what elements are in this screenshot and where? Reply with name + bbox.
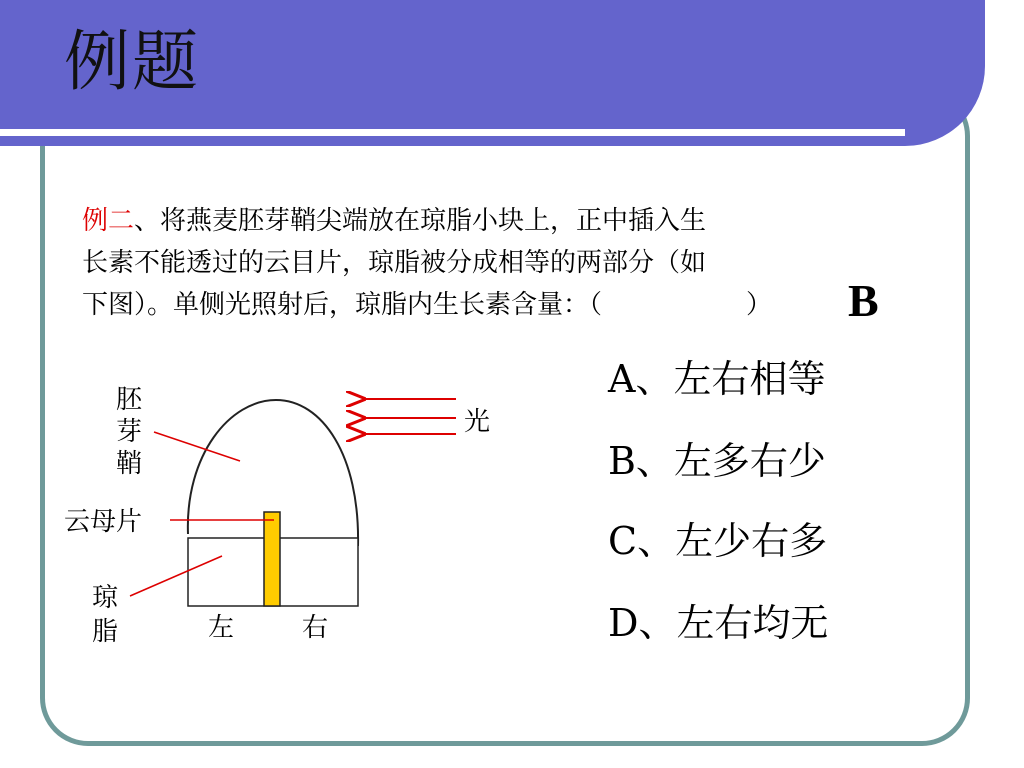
question-close-paren: ） (746, 290, 773, 320)
question-line3: 下图）。单侧光照射后，琼脂内生长素含量：（ (82, 290, 603, 320)
slide-title: 例题 (64, 23, 200, 100)
question-line1: 、将燕麦胚芽鞘尖端放在琼脂小块上，正中插入生 (134, 206, 707, 236)
light-label: 光 (464, 407, 491, 437)
option-a: A、左右相等 (608, 357, 826, 401)
mica-sheet (264, 512, 280, 606)
option-b: B、左多右少 (608, 439, 826, 483)
option-c: C、左少右多 (608, 519, 828, 563)
coleoptile-label-1: 胚 (116, 385, 143, 415)
answer-letter: B (848, 275, 879, 326)
right-side-label: 右 (302, 613, 329, 643)
agar-label-2: 脂 (92, 617, 119, 647)
coleoptile-label-2: 芽 (116, 417, 143, 447)
left-side-label: 左 (208, 613, 235, 643)
question-label: 例二 (82, 206, 135, 236)
mica-label: 云母片 (64, 507, 143, 537)
coleoptile-leader (154, 432, 240, 461)
agar-label-1: 琼 (92, 583, 119, 613)
coleoptile-label-3: 鞘 (116, 449, 143, 479)
option-d: D、左右均无 (608, 601, 829, 645)
question-line2: 长素不能透过的云目片，琼脂被分成相等的两部分（如 (82, 248, 707, 278)
